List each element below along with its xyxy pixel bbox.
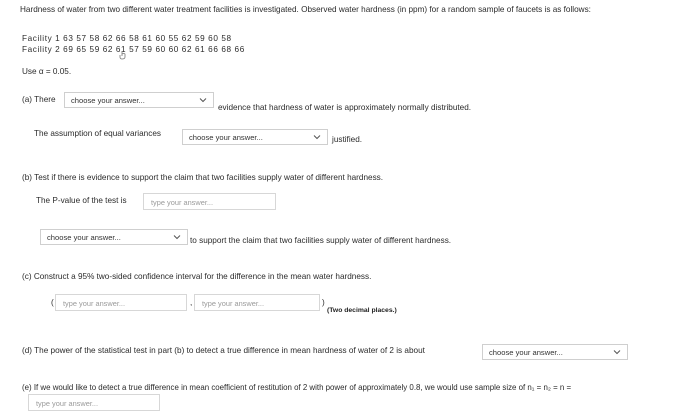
select-label: choose your answer... (47, 233, 121, 242)
select-label: choose your answer... (71, 96, 145, 105)
select-label: choose your answer... (489, 348, 563, 357)
facility2-data: Facility 2 69 65 59 62 61 57 59 60 60 62 61 66 68 66 (22, 45, 245, 54)
part-a-variance-suffix: justified. (332, 135, 363, 144)
ci-note: (Two decimal places.) (327, 307, 397, 314)
part-d-select-power[interactable] (482, 344, 628, 360)
part-a-select-normality[interactable] (64, 92, 214, 108)
intro-text: Hardness of water from two different water treatment facilities is investigated. Observed water hardness (in ppm) for a random sample of faucets is as follows: (20, 5, 591, 14)
part-b-select-evidence[interactable] (40, 229, 188, 245)
ci-lower-input[interactable]: type your answer... (55, 294, 187, 311)
facility1-data: Facility 1 63 57 58 62 66 58 61 60 55 62 59 60 58 (22, 34, 232, 43)
part-b-select-suffix: to support the claim that two facilities supply water of different hardness. (190, 236, 452, 245)
part-e-question: (e) If we would like to detect a true difference in mean coefficient of restitution of 2 with power of approximately 0.8, we would use sample size of n₁ = n₂ = n = (22, 383, 572, 392)
ci-comma: , (190, 298, 193, 307)
part-a-prefix: (a) There (22, 95, 56, 104)
hand-cursor-icon (119, 50, 129, 60)
ci-upper-input[interactable]: type your answer... (194, 294, 320, 311)
chevron-down-icon (173, 233, 181, 241)
part-c-question: (c) Construct a 95% two-sided confidence interval for the difference in the mean water hardness. (22, 272, 372, 281)
chevron-down-icon (613, 348, 621, 356)
alpha-text: Use α = 0.05. (22, 67, 72, 76)
part-d-question: (d) The power of the statistical test in part (b) to detect a true difference in mean hardness of water of 2 is about (22, 346, 425, 355)
part-a-variance-prefix: The assumption of equal variances (34, 129, 161, 138)
part-a-select-variance[interactable] (182, 129, 328, 145)
ci-open-paren: ( (51, 298, 54, 307)
chevron-down-icon (313, 133, 321, 141)
select-label: choose your answer... (189, 133, 263, 142)
part-a-suffix: evidence that hardness of water is approximately normally distributed. (218, 103, 472, 112)
part-b-question: (b) Test if there is evidence to support the claim that two facilities supply water of different hardness. (22, 173, 384, 182)
ci-close-paren: ) (322, 298, 325, 307)
chevron-down-icon (199, 96, 207, 104)
pvalue-label: The P-value of the test is (36, 196, 127, 205)
sample-size-input[interactable]: type your answer... (28, 394, 160, 411)
pvalue-input[interactable]: type your answer... (143, 193, 276, 210)
